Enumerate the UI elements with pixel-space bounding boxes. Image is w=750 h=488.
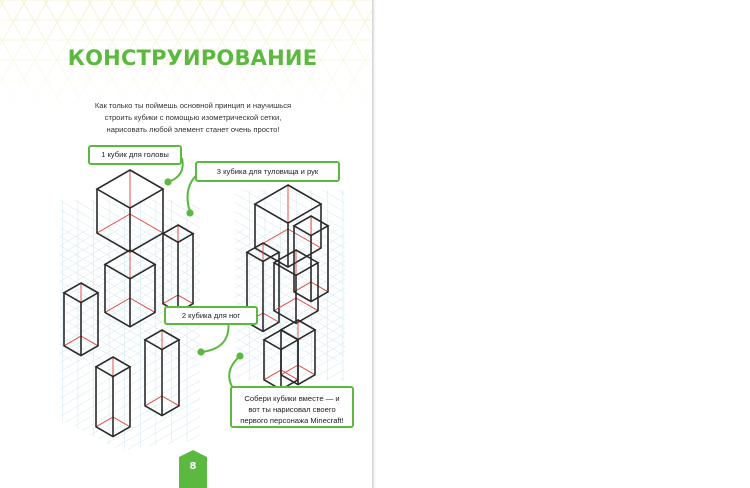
callout-legs: 2 кубика для ног xyxy=(164,306,258,325)
page-number: 8 xyxy=(189,461,197,472)
page-title: КОНСТРУИРОВАНИЕ xyxy=(67,46,318,70)
callout-leaders xyxy=(165,158,242,390)
page-edge-shadow xyxy=(372,0,376,488)
callout-final-line: Собери кубики вместе — и xyxy=(244,394,340,403)
callout-body: 3 кубика для туловища и рук xyxy=(195,161,340,182)
book-page xyxy=(0,0,372,488)
intro-line: нарисовать любой элемент станет очень просто! xyxy=(106,125,280,134)
callout-final xyxy=(230,386,354,428)
callout-final-line: первого персонажа Minecraft! xyxy=(240,416,344,425)
callout-final-line: вот ты нарисовал своего xyxy=(248,405,336,414)
page-number-badge xyxy=(179,450,207,488)
callout-head: 1 кубик для головы xyxy=(88,145,182,165)
intro-line: строить кубики с помощью изометрической сетки, xyxy=(104,113,282,122)
intro-line: Как только ты поймешь основной принцип и научишься xyxy=(94,101,292,110)
